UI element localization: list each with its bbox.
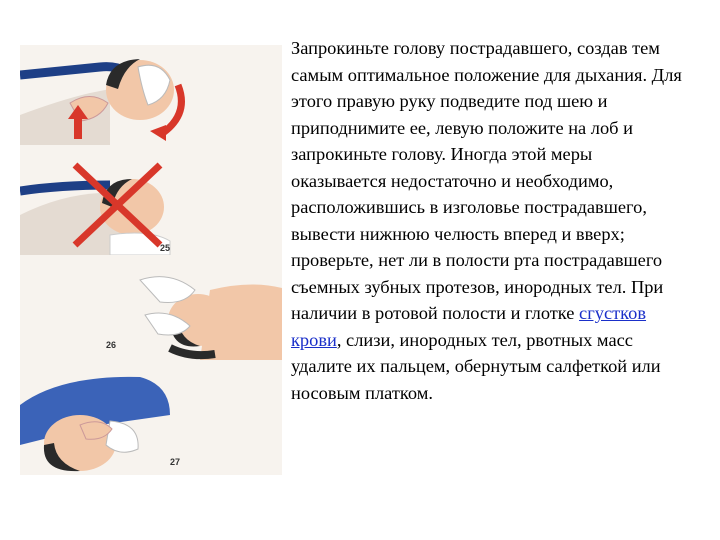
figure-wrong-position <box>20 155 282 255</box>
figure-number-26: 26 <box>106 340 117 350</box>
blood-clots-link[interactable]: сгустков крови <box>291 303 647 350</box>
first-aid-illustration <box>20 45 282 475</box>
instruction-text <box>291 35 686 406</box>
figure-clear-mouth <box>20 365 282 475</box>
instruction-text-part1: Запрокиньте голову пострадавшего, создав тем самым оптимальное положение для дыхания. Для этого правую руку подведите под шею и приподнимите ее, левую положите на лоб и запрокиньте голову. Иногда этой меры оказывается недостаточно и необходимо, расположившись в изголовье пострадавшего, вывести нижнюю челюсть вперед и вверх; проверьте, нет ли в полости рта пострадавшего съемных зубных протезов, инородных тел. При наличии в ротовой полости и глотке <box>291 38 682 323</box>
instruction-text-part2: , слизи, инородных тел, рвотных масс удалите их пальцем, обернутым салфеткой или носовым платком. <box>291 329 661 403</box>
figure-jaw-thrust <box>20 260 282 360</box>
figure-number-27: 27 <box>170 457 181 467</box>
figure-number-25: 25 <box>160 243 171 253</box>
figure-head-tilt <box>20 45 282 145</box>
